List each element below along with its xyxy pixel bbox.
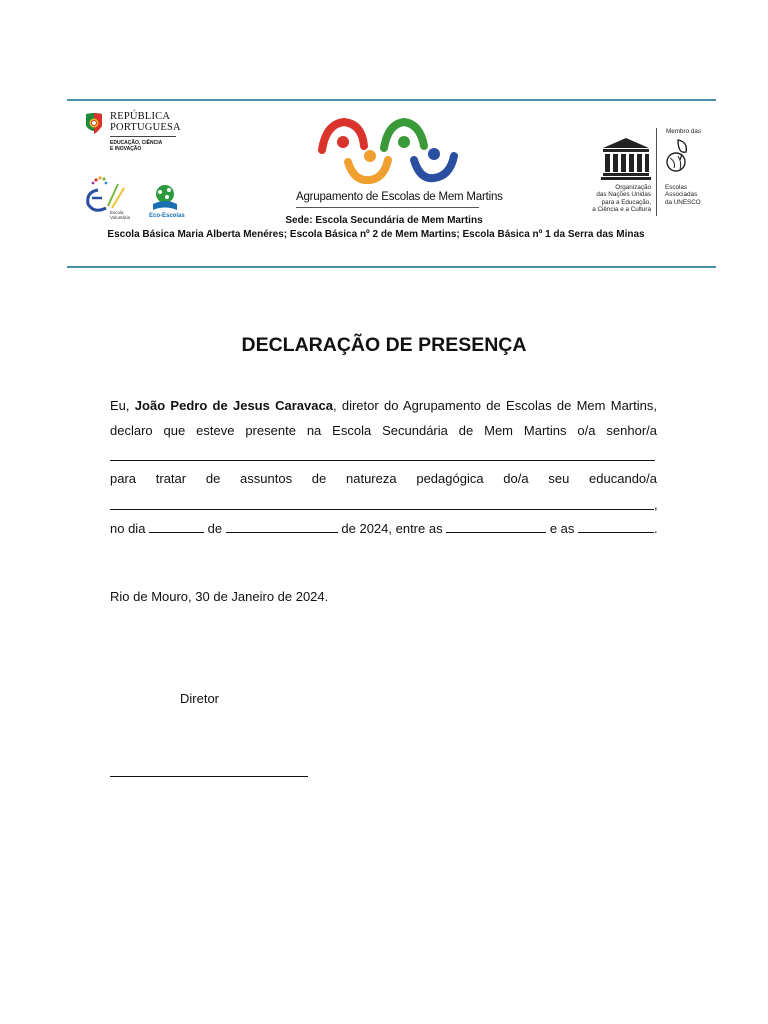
unesco-logo xyxy=(588,128,712,218)
republica-portuguesa-logo xyxy=(84,110,184,158)
unesco-org-text xyxy=(588,184,651,214)
signature-role: Diretor xyxy=(180,691,220,706)
unesco-separator xyxy=(656,128,657,216)
intro-role: , diretor do Agrupamento de Escolas de Mem Martins, xyxy=(332,398,657,413)
place-date: Rio de Mouro, 30 de Janeiro de 2024. xyxy=(110,589,329,604)
eco-escolas-icon xyxy=(147,184,187,212)
gov-ministry-line-1: EDUCAÇÃO, CIÊNCIA xyxy=(110,140,163,146)
date-prefix: no dia xyxy=(110,521,146,536)
date-year: de 2024, entre as xyxy=(341,521,443,536)
date-e-as: e as xyxy=(549,521,575,536)
unesco-globe-leaf-icon xyxy=(664,136,694,180)
date-line xyxy=(110,521,658,536)
unesco-assoc-text xyxy=(665,184,701,206)
paragraph-line-1 xyxy=(110,398,657,413)
unesco-assoc-line-1: Escolas xyxy=(665,184,688,191)
date-end: . xyxy=(654,521,658,536)
intro-eu: Eu, xyxy=(110,398,130,413)
escola-voluntaria-text-1: Escola xyxy=(110,210,124,215)
agrupamento-logo-icon xyxy=(318,118,458,188)
unesco-assoc-line-2: Associadas xyxy=(665,191,698,199)
document-title: DECLARAÇÃO DE PRESENÇA xyxy=(241,334,527,356)
signature-line[interactable] xyxy=(110,776,308,777)
unesco-temple-icon xyxy=(601,136,651,180)
unesco-assoc-line-3: da UNESCO xyxy=(665,198,701,206)
sede-line: Sede: Escola Secundária de Mem Martins xyxy=(285,215,483,226)
escola-voluntaria-icon xyxy=(84,176,128,212)
date-de: de xyxy=(207,521,223,536)
unesco-org-line-1: Organização xyxy=(615,184,651,191)
school-name-underline xyxy=(296,207,479,208)
director-name: João Pedro de Jesus Caravaca xyxy=(134,398,333,413)
paragraph-line-2: declaro que esteve presente na Escola Secundária de Mem Martins o/a senhor/a xyxy=(110,423,657,438)
end-time-blank[interactable] xyxy=(578,521,654,533)
header-bottom-rule xyxy=(67,266,716,268)
escola-voluntaria-text-2: Voluntária xyxy=(110,215,131,220)
gov-title-line-2: PORTUGUESA xyxy=(110,122,181,133)
gov-divider xyxy=(110,136,176,137)
portugal-flag-icon xyxy=(84,112,104,136)
person-name-blank[interactable] xyxy=(110,460,655,461)
schools-line: Escola Básica Maria Alberta Menéres; Escola Básica nº 2 de Mem Martins; Escola Básica nº 1 da Serra das Minas xyxy=(107,229,645,240)
unesco-org-line-2: das Nações Unidas xyxy=(596,191,651,199)
unesco-org-line-3: para a Educação, xyxy=(601,198,651,206)
student-line-comma: , xyxy=(654,497,658,512)
eco-escolas-label: Eco-Escolas xyxy=(149,213,185,219)
unesco-org-line-4: a Ciência e a Cultura xyxy=(592,206,651,214)
day-blank[interactable] xyxy=(149,521,204,533)
student-name-blank[interactable] xyxy=(110,509,654,510)
gov-ministry-line-2: E INOVAÇÃO xyxy=(110,146,142,152)
school-group-name: Agrupamento de Escolas de Mem Martins xyxy=(296,191,503,203)
header-top-rule xyxy=(67,99,716,101)
month-blank[interactable] xyxy=(226,521,338,533)
gov-title-line-1: REPÚBLICA xyxy=(110,111,171,122)
start-time-blank[interactable] xyxy=(446,521,546,533)
paragraph-line-3: para tratar de assuntos de natureza pedagógica do/a seu educando/a xyxy=(110,471,657,486)
unesco-member-label: Membro das xyxy=(666,128,701,135)
